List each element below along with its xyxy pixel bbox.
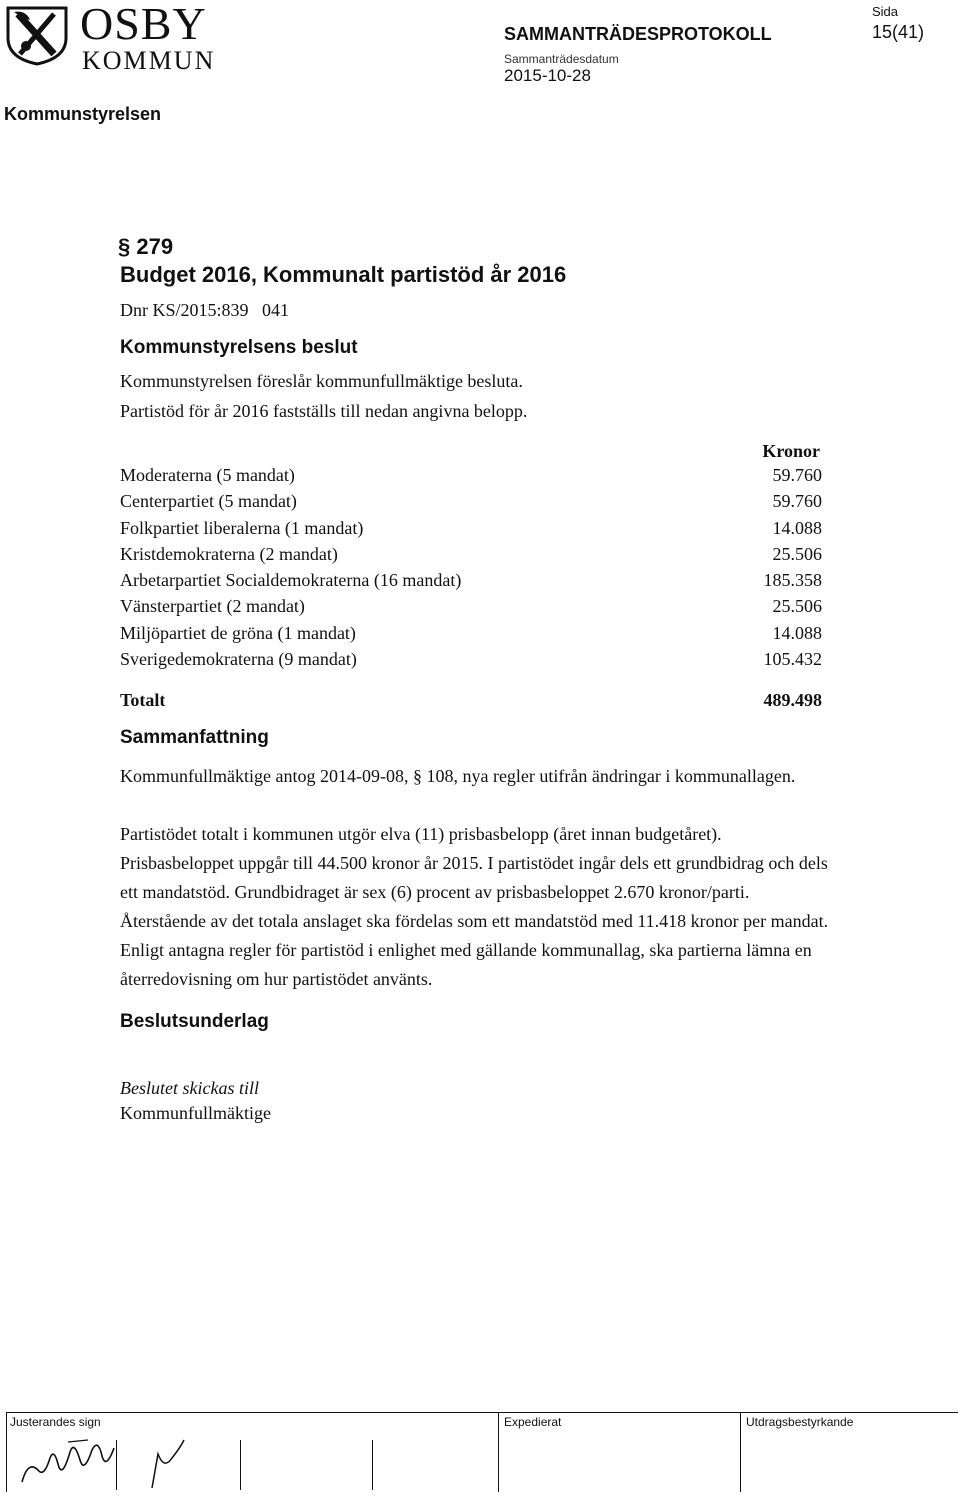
extract-certification-label: Utdragsbestyrkande	[746, 1415, 854, 1429]
list-item	[120, 646, 822, 672]
party-allocation-list	[120, 462, 822, 672]
osby-coat-of-arms-icon	[4, 4, 70, 66]
footer-column-divider	[498, 1412, 499, 1492]
footer-column-divider	[6, 1412, 7, 1492]
amount-column-header: Kronor	[762, 441, 820, 461]
summary-paragraph-1: Kommunfullmäktige antog 2014-09-08, § 108, nya regler utifrån ändringar i kommunallagen.	[120, 766, 796, 786]
org-name-kommun: KOMMUN	[82, 46, 216, 75]
footer-column-divider	[240, 1440, 241, 1490]
summary-heading: Sammanfattning	[120, 727, 269, 748]
party-name: Folkpartiet liberalerna (1 mandat)	[120, 517, 364, 538]
total-row	[120, 690, 822, 711]
dispatched-label: Expedierat	[504, 1415, 562, 1429]
party-amount: 59.760	[772, 491, 822, 512]
document-type: SAMMANTRÄDESPROTOKOLL	[504, 24, 772, 44]
party-amount: 105.432	[763, 649, 822, 670]
party-name: Miljöpartiet de gröna (1 mandat)	[120, 622, 356, 643]
section-title: Budget 2016, Kommunalt partistöd år 2016	[120, 262, 567, 287]
footer-column-divider	[372, 1440, 373, 1490]
committee-name: Kommunstyrelsen	[4, 104, 162, 124]
decision-line-2: Partistöd för år 2016 fastställs till nedan angivna belopp.	[120, 401, 528, 421]
party-amount: 59.760	[772, 465, 822, 485]
list-item	[120, 567, 822, 593]
party-name: Moderaterna (5 mandat)	[120, 465, 295, 485]
list-item	[120, 462, 822, 488]
distribution-recipient: Kommunfullmäktige	[120, 1103, 271, 1123]
org-name-osby: OSBY	[80, 0, 207, 49]
basis-heading: Beslutsunderlag	[120, 1011, 269, 1032]
list-item	[120, 593, 822, 619]
paragraph-number: § 279	[118, 234, 174, 259]
decision-heading: Kommunstyrelsens beslut	[120, 337, 358, 358]
party-amount: 25.506	[772, 543, 822, 564]
list-item	[120, 541, 822, 567]
party-amount: 185.358	[763, 570, 822, 591]
party-name: Kristdemokraterna (2 mandat)	[120, 543, 338, 564]
footer-divider	[6, 1412, 958, 1413]
signature-label: Justerandes sign	[10, 1415, 101, 1429]
party-name: Arbetarpartiet Socialdemokraterna (16 mandat)	[120, 570, 462, 591]
handwritten-signature	[14, 1430, 214, 1492]
party-name: Centerpartiet (5 mandat)	[120, 491, 297, 512]
total-label: Totalt	[120, 690, 166, 710]
footer-column-divider	[740, 1412, 741, 1492]
meeting-date-label: Sammanträdesdatum	[504, 52, 619, 66]
list-item	[120, 488, 822, 514]
party-name: Sverigedemokraterna (9 mandat)	[120, 649, 357, 670]
meeting-date: 2015-10-28	[504, 66, 591, 85]
list-item	[120, 620, 822, 646]
list-item	[120, 515, 822, 541]
party-name: Vänsterpartiet (2 mandat)	[120, 596, 305, 617]
party-amount: 14.088	[772, 622, 822, 643]
page-number: 15(41)	[872, 22, 925, 42]
case-number: Dnr KS/2015:839 041	[120, 300, 290, 320]
party-amount: 25.506	[772, 596, 822, 617]
summary-paragraph-2: Partistödet totalt i kommunen utgör elva (11) prisbasbelopp (året innan budgetåret). Prisbasbeloppet uppgår till 44.500 kronor år 2015. I partistödet ingår dels ett grundbidrag och dels ett mandatstöd. Grundbidraget är sex (6) procent av prisbasbeloppet 2.670 kronor/parti. Återstående av det totala anslaget ska fördelas som ett mandatstöd med 11.418 kronor per mandat. Enligt antagna regler för partistöd i enlighet med gällande kommunallag, ska partierna lämna en återredovisning om hur partistödet använts.	[120, 824, 829, 989]
total-amount: 489.498	[763, 690, 822, 710]
decision-line-1: Kommunstyrelsen föreslår kommunfullmäktige besluta.	[120, 371, 523, 391]
page-label: Sida	[872, 4, 899, 19]
party-amount: 14.088	[772, 517, 822, 538]
distribution-label: Beslutet skickas till	[120, 1078, 259, 1098]
